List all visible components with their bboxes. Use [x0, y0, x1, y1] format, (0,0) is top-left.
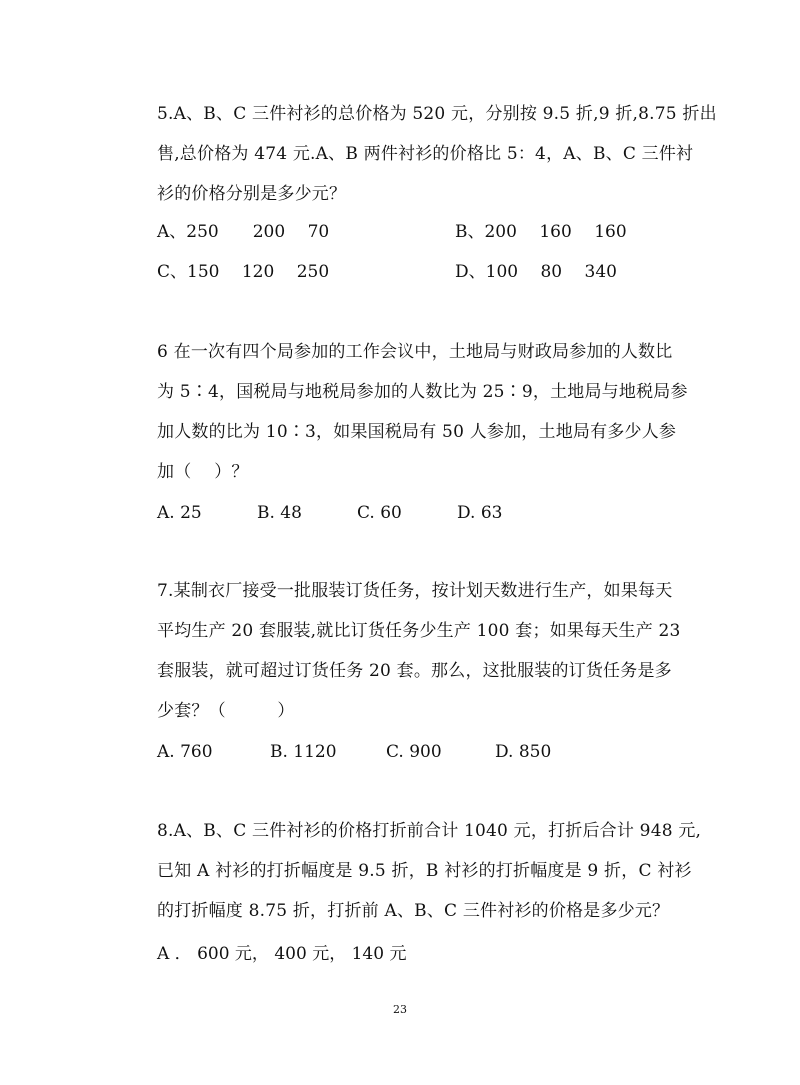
option-c: C. 60 — [357, 503, 402, 523]
option-b: B、200 160 160 — [455, 222, 627, 242]
question-text-line: 的打折幅度 8.75 折，打折前 A、B、C 三件衬衫的价格是多少元？ — [157, 901, 670, 921]
question-text-line: 为 5∶4，国税局与地税局参加的人数比为 25∶9，土地局与地税局参 — [157, 382, 688, 402]
question-text-line: 5.A、B、C 三件衬衫的总价格为 520 元，分别按 9.5 折,9 折,8.75 折出 — [157, 104, 717, 124]
option-c: C. 900 — [386, 742, 442, 762]
question-text-line: 7.某制衣厂接受一批服装订货任务，按计划天数进行生产，如果每天 — [157, 581, 673, 601]
question-text-line: 6 在一次有四个局参加的工作会议中，土地局与财政局参加的人数比 — [157, 342, 673, 362]
option-d: D. 63 — [457, 503, 503, 523]
question-text-line: 加人数的比为 10∶3，如果国税局有 50 人参加，土地局有多少人参 — [157, 422, 677, 442]
question-text-line: 已知 A 衬衫的打折幅度是 9.5 折，B 衬衫的打折幅度是 9 折，C 衬衫 — [157, 861, 692, 881]
option-d: D. 850 — [495, 742, 552, 762]
page-number: 23 — [393, 1003, 407, 1016]
option-a: A ． 600 元， 400 元， 140 元 — [157, 944, 407, 964]
question-text-line: 套服装，就可超过订货任务 20 套。那么，这批服装的订货任务是多 — [157, 661, 672, 681]
option-a: A、250 200 70 — [157, 222, 330, 242]
option-a: A. 760 — [157, 742, 213, 762]
option-b: B. 1120 — [270, 742, 337, 762]
question-text-line: 衫的价格分别是多少元？ — [157, 184, 347, 204]
question-text-line: 售,总价格为 474 元.A、B 两件衬衫的价格比 5：4，A、B、C 三件衬 — [157, 144, 694, 164]
question-text-line: 平均生产 20 套服装,就比订货任务少生产 100 套；如果每天生产 23 — [157, 621, 681, 641]
option-b: B. 48 — [257, 503, 302, 523]
option-d: D、100 80 340 — [455, 262, 617, 282]
option-c: C、150 120 250 — [157, 262, 330, 282]
option-a: A. 25 — [157, 503, 202, 523]
question-text-line: 加（ ）？ — [157, 462, 249, 482]
question-text-line: 少套？（ ） — [157, 701, 295, 721]
question-text-line: 8.A、B、C 三件衬衫的价格打折前合计 1040 元，打折后合计 948 元, — [157, 821, 702, 841]
